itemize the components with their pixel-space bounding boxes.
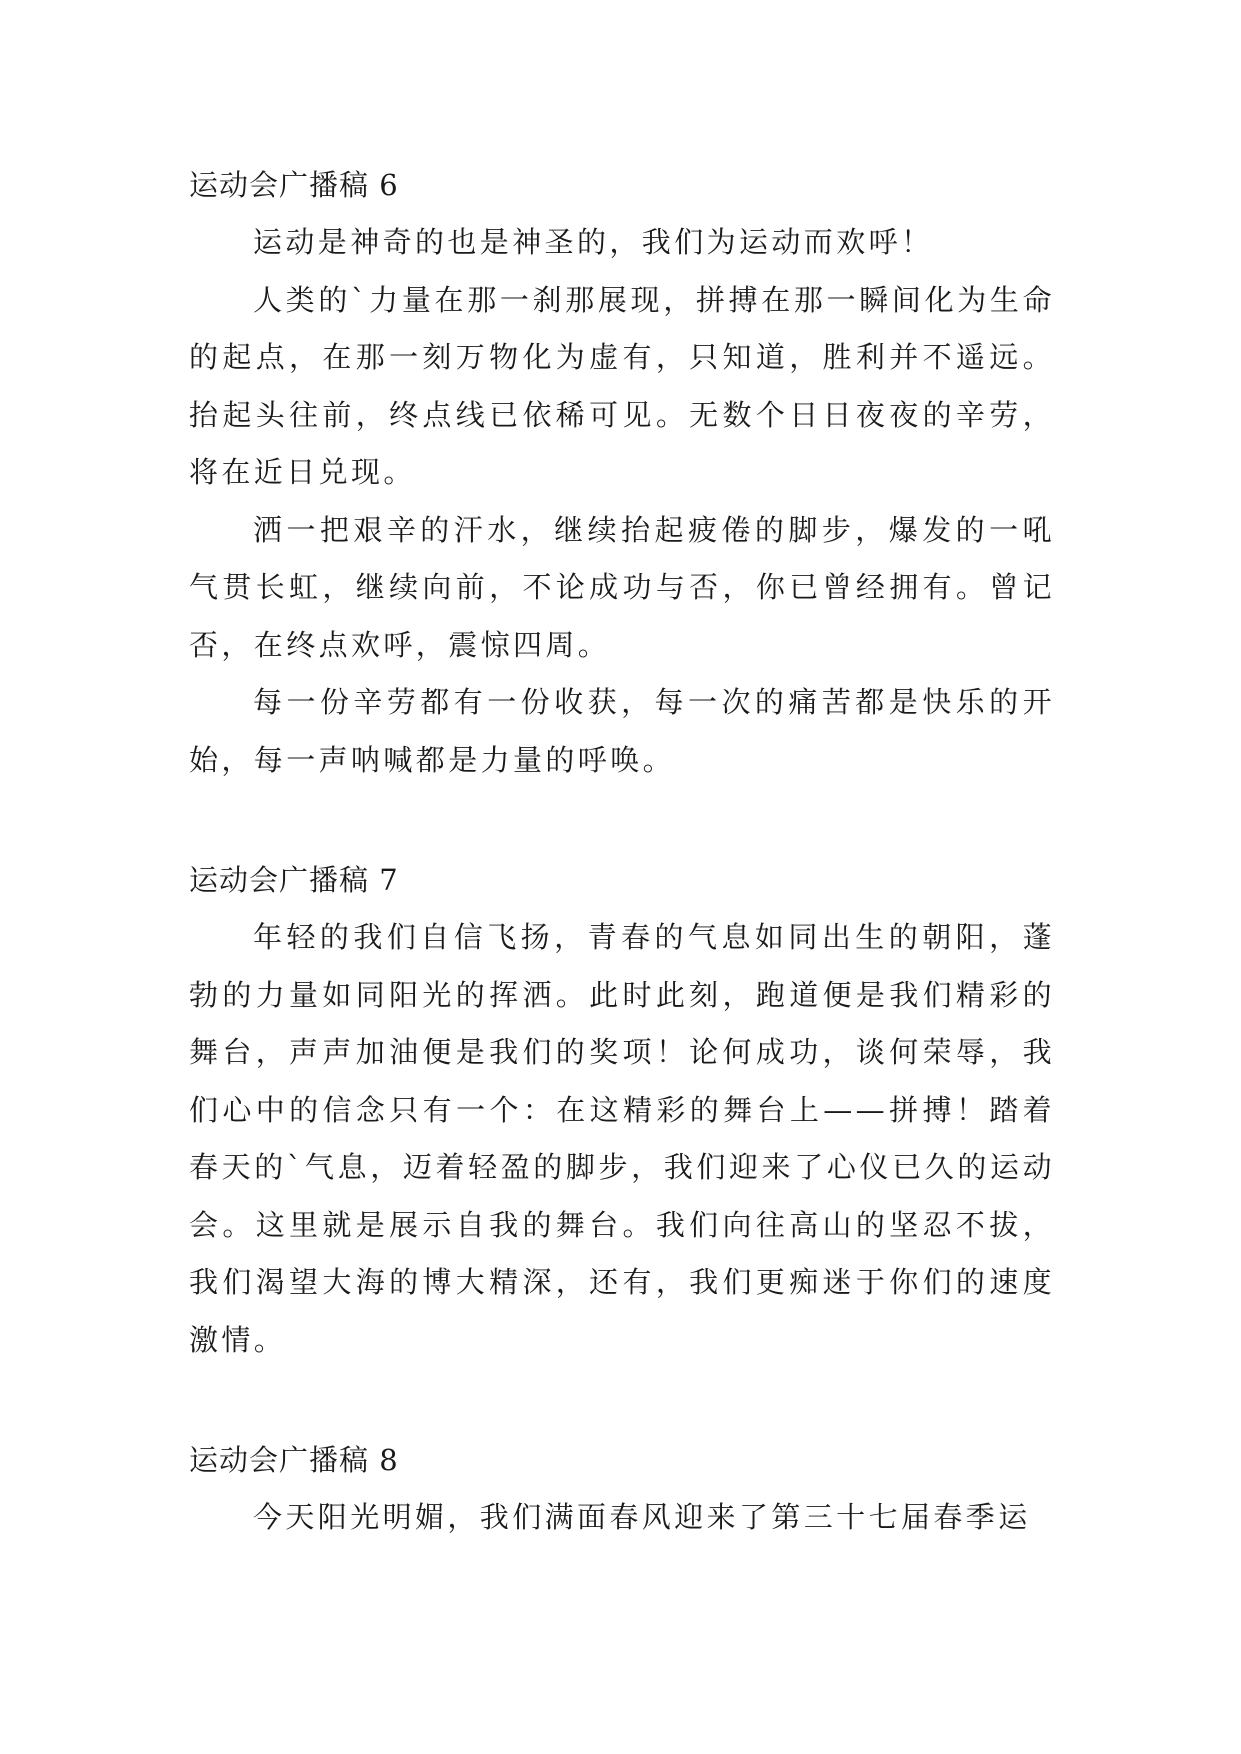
section-title: 运动会广播稿 8 — [189, 1443, 399, 1477]
document-body — [189, 156, 1055, 1547]
section-broadcast-8 — [189, 1431, 1055, 1547]
paragraph: 每一份辛劳都有一份收获，每一次的痛苦都是快乐的开始，每一声呐喊都是力量的呼唤。 — [189, 685, 1055, 777]
section-title: 运动会广播稿 6 — [189, 168, 399, 202]
paragraph: 年轻的我们自信飞扬，青春的气息如同出生的朝阳，蓬勃的力量如同阳光的挥洒。此时此刻，跑道便是我们精彩的舞台，声声加油便是我们的奖项！论何成功，谈何荣辱，我们心中的信念只有一个：在这精彩的舞台上——拼搏！踏着春天的`气息，迈着轻盈的脚步，我们迎来了心仪已久的运动会。这里就是展示自我的舞台。我们向往高山的坚忍不拔，我们渴望大海的博大精深，还有，我们更痴迷于你们的速度激情。 — [189, 920, 1055, 1357]
section-broadcast-7 — [189, 851, 1055, 1369]
paragraph: 洒一把艰辛的汗水，继续抬起疲倦的脚步，爆发的一吼气贯长虹，继续向前，不论成功与否，你已曾经拥有。曾记否，在终点欢呼，震惊四周。 — [189, 512, 1055, 662]
paragraph: 今天阳光明媚，我们满面春风迎来了第三十七届春季运 — [253, 1500, 1031, 1534]
section-title: 运动会广播稿 7 — [189, 863, 399, 897]
paragraph: 运动是神奇的也是神圣的，我们为运动而欢呼！ — [253, 225, 934, 259]
section-broadcast-6 — [189, 156, 1055, 789]
paragraph: 人类的`力量在那一刹那展现，拼搏在那一瞬间化为生命的起点，在那一刻万物化为虚有，只知道，胜利并不遥远。抬起头往前，终点线已依稀可见。无数个日日夜夜的辛劳，将在近日兑现。 — [189, 282, 1055, 489]
